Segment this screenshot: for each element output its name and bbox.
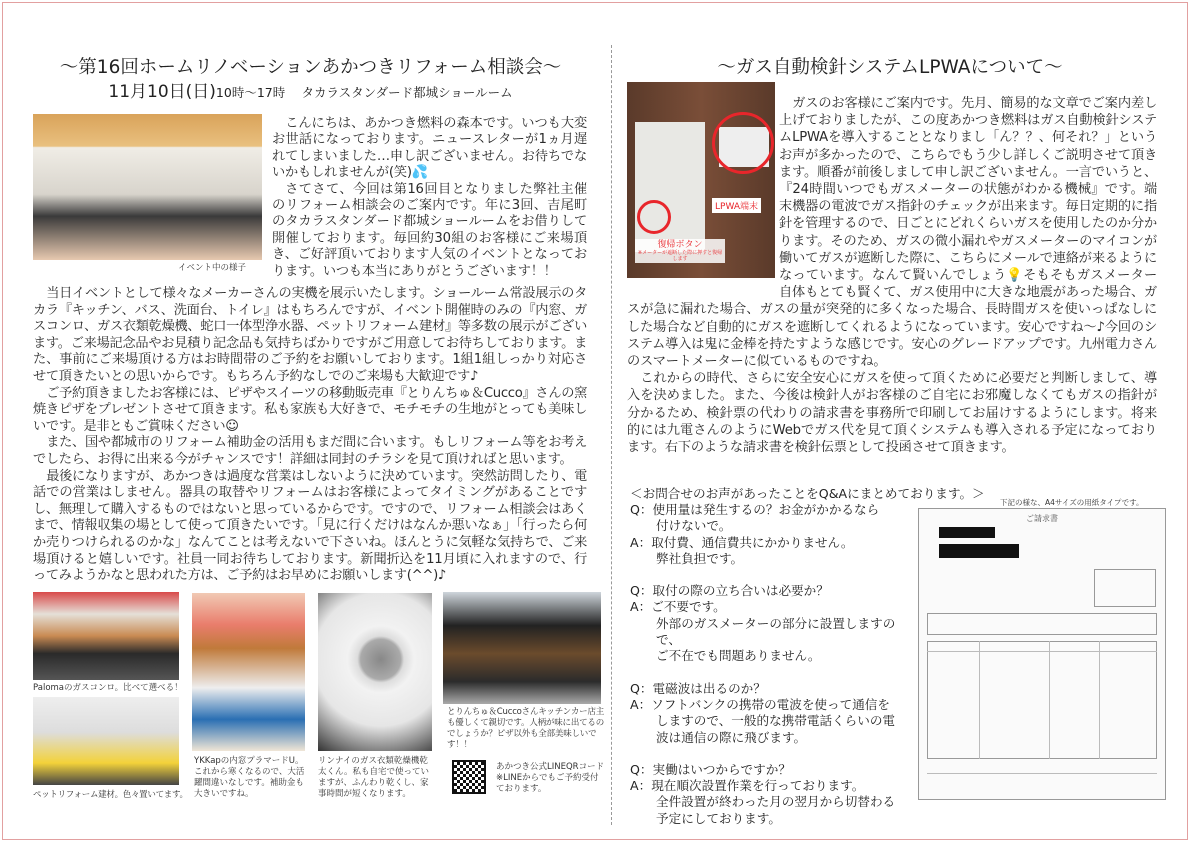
redaction-bar	[939, 544, 1019, 558]
ykk-window-photo	[192, 593, 305, 751]
question-cont: 付けないで。	[656, 518, 732, 534]
event-time: 10時〜17時	[215, 85, 286, 100]
answer: A：ご不要です。	[630, 599, 726, 615]
qa-heading: ＜お問合せのお声があったことをQ&Aにまとめております。＞	[630, 486, 985, 501]
event-date: 11月10日(日)	[108, 82, 216, 102]
answer-cont: 予定にしております。	[656, 810, 781, 826]
left-body	[33, 286, 587, 585]
event-photo-caption: イベント中の様子	[178, 263, 247, 273]
answer-cont: ご不在でも問題ありません。	[656, 648, 821, 664]
right-intro	[627, 95, 1157, 456]
invoice-title: ご請求書	[1026, 514, 1058, 523]
left-intro	[272, 116, 587, 280]
body-paragraph: 当日イベントとして様々なメーカーさんの実機を展示いたします。ショールーム常設展示のタカラ『キッチン、バス、洗面台、トイレ』はもちろんですが、イベント開催時のみの『内窓、ガスコンロ、ガス衣類乾燥機、蛇口一体型浄水器、ペットリフォーム建材』等多数の展示がございます。ご来場記念品やお見積り記念品も気持ちばかりですがご用意してお待ちしております。また、事前にご来場頂ける方はお時間帯のご予約をお願いしております。1組1組しっかり対応させて頂きたいとの思いからです。もちろん予約なしでのご来場も大歓迎です♪	[33, 286, 587, 384]
answer: A：ソフトバンクの携帯の電波を使って通信を	[630, 696, 890, 712]
event-venue: タカラスタンダード都城ショールーム	[301, 85, 513, 100]
column-divider	[611, 45, 612, 825]
answer-cont: しますので、一般的な携帯電話くらいの電	[656, 713, 896, 729]
answer: A：現在順次設置作業を行っております。	[630, 778, 865, 794]
pet-reform-photo	[33, 697, 179, 785]
line-qr-code[interactable]	[452, 760, 486, 794]
rinnai-dryer-photo	[318, 593, 432, 751]
qa-list	[630, 502, 915, 843]
left-title: 〜第16回ホームリノベーションあかつきリフォーム相談会〜	[59, 57, 562, 78]
qa-item	[630, 681, 915, 746]
qa-item	[630, 762, 915, 827]
question: Q：使用量は発生するの？お金がかかるなら	[630, 502, 880, 517]
answer-cont: 波は通信の際に飛びます。	[656, 729, 807, 745]
qa-section	[630, 486, 985, 502]
reset-button-label: 復帰ボタン	[657, 240, 703, 250]
question: Q：取付の際の立ち合いは必要か？	[630, 583, 829, 599]
invoice-note: 下記の様な、A4サイズの用紙タイプです。	[1000, 498, 1144, 507]
kitchen-car-photo	[443, 592, 601, 704]
answer-cont: 外部のガスメーターの部分に設置しますので、	[656, 615, 896, 648]
pet-reform-caption: ペットリフォーム建材。色々置いてます。	[33, 790, 188, 800]
right-title: 〜ガス自動検針システムLPWAについて〜	[717, 57, 1063, 78]
question: Q：電磁波は出るのか？	[630, 680, 766, 696]
question: Q：実働はいつからですか？	[630, 761, 791, 777]
intro-paragraph: こんにちは、あかつき燃料の森本です。いつも大変お世話になっております。ニュースレターが1ヵ月遅れてしまいました…申し訳ございません。お待ちでないかもしれませんが(笑)💦	[272, 116, 587, 181]
body-paragraph: ご予約頂きましたお客様には、ピザやスイーツの移動販売車『とりんちゅ＆Cucco』さんの窯焼きピザをプレゼントさせて頂きます。私も家族も大好きで、モチモチの生地がとっても美味しいです。是非ともご賞味ください☺	[33, 385, 587, 434]
intro-paragraph: ガスのお客様にご案内です。先月、簡易的な文章でご案内差し上げておりましたが、この度あかつき燃料はガス自動検針システムLPWAを導入することとなりまし「ん？？、何それ？」というお声が多かったので、こちらでもう少し詳しくご説明させて頂きます。順番が前後しまして申し訳ございません。一言でいうと、『24時間いつでもガスメーターの状態がわかる機械』です。端末機器の電波でガス指針のチェックが出来ます。毎日定期的に指針を管理するので、日ごとにどれくらいガスを使用したのか分かります。そのため、ガスの微小漏れやガスメーターのマイコンが働いてガスが遮断した際に、こちらにメールで連絡が来るようになっています。なんて賢いんでしょう💡そもそもガスメーター自体もとても賢くて、ガス使用中に大きな地震があった場合、ガスが急に漏れた場合、ガスの量が突発的に多くなった場合、長時間ガスを使いっぱなしにした場合など自動的にガスを遮断してくれるようになっています。安心ですね〜♪今回のシステム導入は鬼に金棒を持たすような感じです。安心のグレードアップです。九州電力さんのスマートメーターに似ているものですね。	[627, 96, 1157, 370]
qa-item	[630, 502, 915, 567]
answer-cont: 全件設置が終わった月の翌月から切替わる	[656, 794, 896, 810]
qa-item	[630, 583, 915, 664]
event-date-line	[33, 77, 588, 102]
lpwa-terminal-label: LPWA端末	[712, 198, 761, 213]
kitchen-car-caption: とりんちゅ＆Cuccoさんキッチンカー店主も優しくて親切です。人柄が味に出てるのでしょうか？ピザ以外も全部美味しいです！！	[447, 707, 605, 750]
event-photo	[33, 114, 262, 260]
answer-cont: 弊社負担です。	[656, 550, 744, 566]
intro-paragraph: さてさて、今回は第16回目となりました弊社主催のリフォーム相談会のご案内です。年に3回、吉尾町のタカラスタンダード都城ショールームをお借りして開催しております。毎回約30組のお客様にご来場頂き、ご好評頂いております人気のイベントとなっております。いつも本当にありがとうございます！！	[272, 181, 587, 279]
body-paragraph: これからの時代、さらに安全安心にガスを使って頂くために必要だと判断しまして、導入を決めました。また、今後は検針人がお客様のご自宅にお邪魔しなくてもガスの指針が分かるため、検針票の代わりの請求書を事務所で印刷してお届けするようにします。将来的には九電さんのようにWebでガス代を見て頂くシステムも導入される予定になっております。右下のような請求書を検針伝票として投函させて頂きます。	[627, 371, 1157, 456]
body-paragraph: また、国や都城市のリフォーム補助金の活用もまだ間に合います。もしリフォーム等をお考えでしたら、お得に出来る今がチャンスです！詳細は同封のチラシを見て頂ければと思います。	[33, 435, 587, 467]
paloma-photo	[33, 592, 179, 680]
reset-button-note: ※メーターが遮断した際に押すと復帰します	[637, 250, 723, 262]
answer: A：取付費、通信費共にかかりません。	[630, 534, 854, 550]
ykk-caption: YKKapの内窓プラマードU。これから寒くなるので、大活躍間違いなしです。補助金も大きいですね。	[194, 756, 305, 799]
paloma-caption: Palomaのガスコンロ。比べて選べる！	[33, 683, 183, 693]
rinnai-caption: リンナイのガス衣類乾燥機乾太くん。私も自宅で使っていますが、ふんわり乾くし、家事時間が短くなります。	[318, 756, 430, 799]
invoice-sample-image	[918, 508, 1166, 800]
redaction-bar	[939, 527, 995, 538]
body-paragraph: 最後になりますが、あかつきは過度な営業はしないように決めています。突然訪問したり、電話での営業はしません。器具の取替やリフォームはお客様によってタイミングがあることですし、無理して購入するものではないと思っているからです。ですので、リフォーム相談会はあくまで、情報収集の場として使って頂きたいです。「見に行くだけはなんか悪いなぁ」「行ったら何か売りつけられるのかな」なんてことは考えないで下さいね。ほんとうに気軽な気持ちで、ご来場頂けると嬉しいです。社員一同お待ちしております。新聞折込を11月頃に入れますので、行ってみようかなと思われた方は、ご予約はお早めにお願いします(^^)♪	[33, 468, 587, 584]
qr-caption: あかつき公式LINEQRコード ※LINEからでもご予約受付ております。	[496, 762, 605, 794]
